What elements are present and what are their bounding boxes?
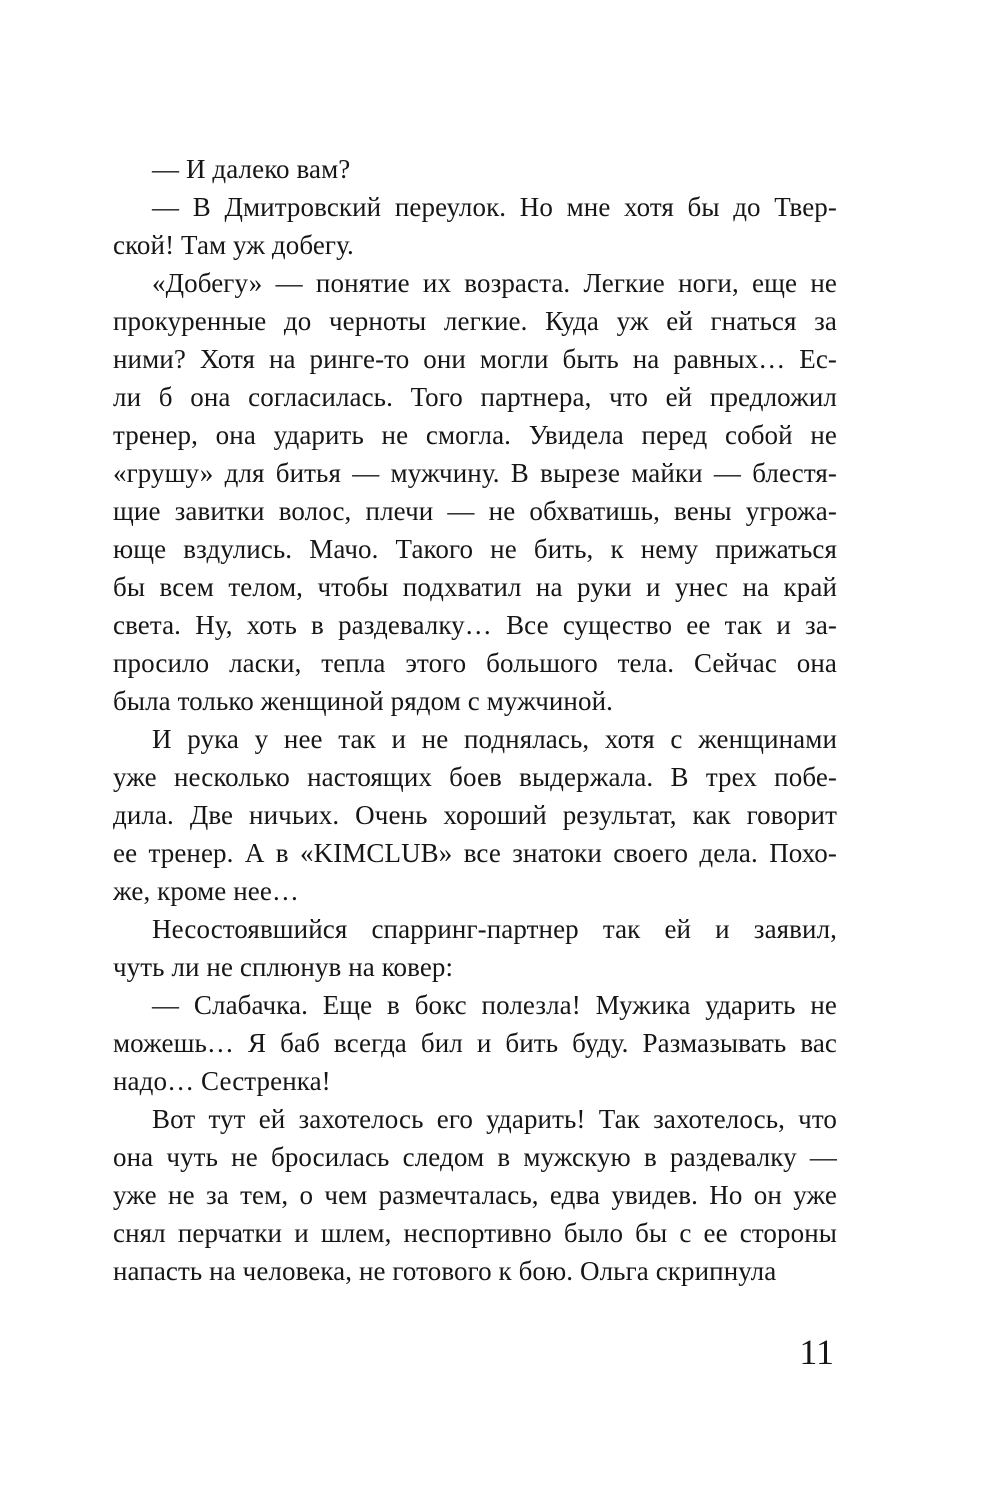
text-line: «грушу» для битья — мужчину. В вырезе майки — блестя- [113,458,837,488]
text-line: уже несколько настоящих боев выдержала. В трех побе- [113,762,837,792]
text-line: щие завитки волос, плечи — не обхватишь, вены угрожа- [113,496,837,526]
text-line: света. Ну, хоть в раздевалку… Все существо ее так и за- [113,610,837,640]
text-line: «Добегу» — понятие их возраста. Легкие ноги, еще не [152,268,837,298]
text-line: Несостоявшийся спарринг-партнер так ей и заявил, [152,914,837,944]
text-line: тренер, она ударить не смогла. Увидела перед собой не [113,420,837,450]
text-line: ее тренер. А в «KIMCLUB» все знатоки своего дела. Похо- [113,838,837,868]
text-line: И рука у нее так и не поднялась, хотя с женщинами [152,724,837,754]
text-line: можешь… Я баб всегда бил и бить буду. Размазывать вас [113,1028,837,1058]
text-line: прокуренные до черноты легкие. Куда уж ей гнаться за [113,306,837,336]
text-line: дила. Две ничьих. Очень хороший результат, как говорит [113,800,837,830]
text-line: уже не за тем, о чем размечталась, едва увидев. Но он уже [113,1180,837,1210]
text-line: надо… Сестренка! [113,1066,331,1096]
body-text [113,150,837,1290]
text-line: ской! Там уж добегу. [113,230,354,260]
text-line: — В Дмитровский переулок. Но мне хотя бы до Твер- [152,192,837,222]
text-line: — И далеко вам? [152,154,351,184]
text-line: бы всем телом, чтобы подхватил на руки и унес на край [113,572,837,602]
text-line: просило ласки, тепла этого большого тела. Сейчас она [113,648,837,678]
page-number: 11 [799,1332,834,1372]
paragraph [113,150,837,188]
text-line: чуть ли не сплюнув на ковер: [113,952,454,982]
text-line: ними? Хотя на ринге-то они могли быть на равных… Ес- [113,344,837,374]
text-line: же, кроме нее… [113,876,300,906]
text-line: напасть на человека, не готового к бою. Ольга скрипнула [113,1256,777,1286]
paragraph [113,188,837,264]
paragraph [113,720,837,910]
text-line: она чуть не бросилась следом в мужскую в раздевалку — [113,1142,837,1172]
paragraph [113,986,837,1100]
paragraph [113,1100,837,1290]
paragraph [113,264,837,720]
paragraph [113,910,837,986]
text-line: снял перчатки и шлем, неспортивно было бы с ее стороны [113,1218,837,1248]
text-line: юще вздулись. Мачо. Такого не бить, к нему прижаться [113,534,837,564]
text-line: Вот тут ей захотелось его ударить! Так захотелось, что [152,1104,837,1134]
text-line: — Слабачка. Еще в бокс полезла! Мужика ударить не [152,990,837,1020]
text-line: ли б она согласилась. Того партнера, что ей предложил [113,382,837,412]
text-line: была только женщиной рядом с мужчиной. [113,686,613,716]
